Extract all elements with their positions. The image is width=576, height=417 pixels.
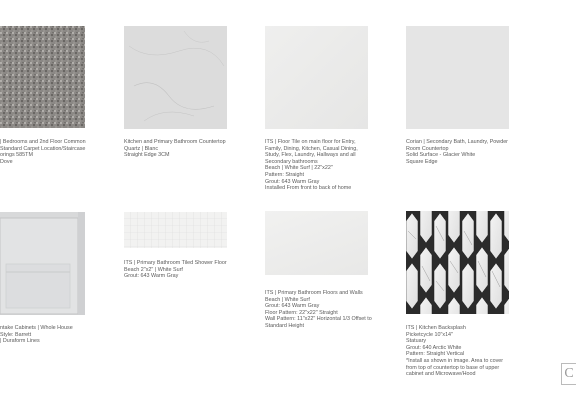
caption-line: orings 585TM (0, 152, 33, 159)
cabinet-swatch (0, 212, 85, 315)
caption-line: Beach | White Surf (265, 296, 310, 303)
caption-line: Style: Barrett (0, 331, 32, 338)
caption-line: Grout: 643 Warm Gray (124, 273, 179, 280)
brand-logo: C (561, 363, 576, 385)
caption-line: Pattern: Straight Vertical (406, 351, 465, 358)
caption-line: Standard Height (265, 322, 304, 329)
caption-line: Quartz | Blanc (124, 145, 159, 152)
caption-line: | Bedrooms and 2nd Floor Common (0, 139, 86, 145)
quartz-caption (124, 139, 226, 159)
primary-bath-caption (265, 290, 372, 330)
caption-line: Square Edge (406, 158, 438, 165)
caption-line: | Duraform Lines (0, 338, 40, 345)
caption-line: cabinet and Microwave/Hood (406, 371, 476, 378)
floor-tile-caption (265, 139, 358, 192)
carpet-caption (0, 139, 86, 165)
caption-line: Floor Pattern: 22"x22" Straight (265, 309, 338, 316)
caption-line: Picketcycle 10"x14" (406, 331, 453, 338)
shower-floor-caption (124, 260, 227, 280)
caption-line: ITS | Kitchen Backsplash (406, 325, 466, 331)
mosaic-swatch (124, 212, 227, 248)
backsplash-caption (406, 325, 503, 378)
caption-line: ITS | Primary Bathroom Tiled Shower Floor (124, 260, 227, 266)
caption-line: Dove (0, 158, 13, 165)
caption-line: Secondary bathrooms (265, 158, 318, 165)
caption-line: ntake Cabinets | Whole House (0, 325, 73, 331)
caption-line: Wall Pattern: 11"x22" Horizontal 1/3 Offset to (265, 316, 372, 323)
caption-line: Kitchen and Primary Bathroom Countertop (124, 139, 226, 145)
floor-tile-swatch (265, 26, 368, 129)
corian-swatch (406, 26, 509, 129)
caption-line: *Install as shown in image. Area to cover (406, 357, 504, 364)
primary-bath-swatch (265, 211, 368, 275)
caption-line: Beach | White Surf | 22"x22" (265, 165, 333, 172)
caption-line: ITS | Floor Tile on main floor for Entry, (265, 139, 356, 145)
caption-line: Installed From front to back of home (265, 185, 352, 192)
caption-line: Straight Edge 3CM (124, 152, 170, 159)
cabinets-caption (0, 325, 73, 345)
caption-line: Grout: 643 Warm Gray (265, 303, 320, 310)
carpet-swatch (0, 26, 85, 128)
caption-line: Beach 2"x2" | White Surf (124, 266, 183, 273)
caption-line: Standard Carpet Location/Staircase (0, 145, 86, 152)
caption-line: Grout: 643 Warm Gray (265, 178, 320, 185)
caption-line: Solid Surface - Glacier White (406, 152, 476, 159)
caption-line: Pattern: Straight (265, 171, 304, 178)
caption-line: Grout: 640 Arctic White (406, 344, 462, 351)
caption-line: Family, Dining, Kitchen, Casual Dining, (265, 145, 358, 152)
corian-caption (406, 139, 508, 165)
backsplash-swatch (406, 211, 509, 314)
caption-line: Study, Flex, Laundry, Hallways and all (265, 152, 356, 159)
quartz-swatch (124, 26, 227, 129)
caption-line: Room Countertop (406, 145, 449, 152)
caption-line: ITS | Primary Bathroom Floors and Walls (265, 290, 363, 296)
caption-line: from top of countertop to base of upper (406, 364, 500, 371)
caption-line: Statuary (406, 338, 427, 345)
caption-line: Corian | Secondary Bath, Laundry, Powder (406, 139, 508, 145)
